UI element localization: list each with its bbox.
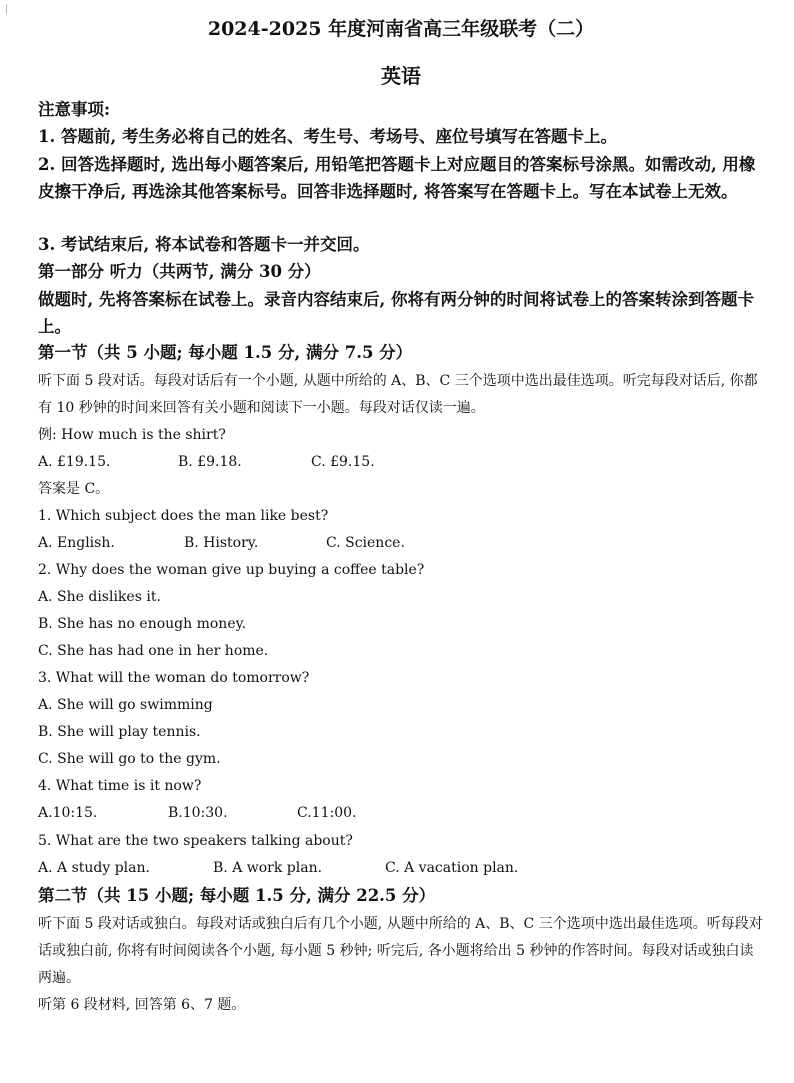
section2-material: 听第 6 段材料, 回答第 6、7 题。 bbox=[38, 997, 246, 1013]
question-3-option-b: B. She will play tennis. bbox=[38, 724, 201, 740]
notice-item-3: 3. 考试结束后, 将本试卷和答题卡一并交回。 bbox=[38, 235, 370, 254]
option-c: C. £9.15. bbox=[311, 454, 375, 470]
question-2: 2. Why does the woman give up buying a coffee table? bbox=[38, 562, 425, 578]
part1-instruction: 做题时, 先将答案标在试卷上。录音内容结束后, 你将有两分钟的时间将试卷上的答案转涂到答题卡上。 bbox=[38, 290, 754, 336]
section2-heading: 第二节（共 15 小题; 每小题 1.5 分, 满分 22.5 分） bbox=[38, 886, 436, 905]
option-c: C.11:00. bbox=[297, 805, 357, 821]
question-5-options bbox=[38, 855, 764, 882]
part1-heading: 第一部分 听力（共两节, 满分 30 分） bbox=[38, 262, 321, 281]
option-a: A. English. bbox=[38, 535, 115, 551]
example-options bbox=[38, 449, 764, 476]
page-corner-mark bbox=[6, 4, 7, 14]
exam-subject: 英语 bbox=[381, 64, 421, 88]
option-c: C. Science. bbox=[326, 535, 405, 551]
option-a: A. £19.15. bbox=[38, 454, 111, 470]
option-b: B. A work plan. bbox=[213, 860, 323, 876]
section1-instruction: 听下面 5 段对话。每段对话后有一个小题, 从题中所给的 A、B、C 三个选项中选出最佳选项。听完每段对话后, 你都有 10 秒钟的时间来回答有关小题和阅读下一小题。每段对话仅读一遍。 bbox=[38, 373, 758, 416]
option-a: A. A study plan. bbox=[38, 860, 150, 876]
notice-item-2: 2. 回答选择题时, 选出每小题答案后, 用铅笔把答题卡上对应题目的答案标号涂黑。如需改动, 用橡皮擦干净后, 再选涂其他答案标号。回答非选择题时, 将答案写在答题卡上。写在本试卷上无效。 bbox=[38, 155, 756, 201]
option-a: A.10:15. bbox=[38, 805, 98, 821]
question-2-option-a: A. She dislikes it. bbox=[38, 589, 161, 605]
option-c: C. A vacation plan. bbox=[385, 860, 519, 876]
notice-item-1: 1. 答题前, 考生务必将自己的姓名、考生号、考场号、座位号填写在答题卡上。 bbox=[38, 127, 617, 146]
section2-instruction: 听下面 5 段对话或独白。每段对话或独白后有几个小题, 从题中所给的 A、B、C 三个选项中选出最佳选项。听每段对话或独白前, 你将有时间阅读各个小题, 每小题 5 秒钟; 听完后, 各小题将给出 5 秒钟的作答时间。每段对话或独白读两遍。 bbox=[38, 916, 763, 986]
question-5: 5. What are the two speakers talking about? bbox=[38, 833, 353, 849]
question-2-option-b: B. She has no enough money. bbox=[38, 616, 247, 632]
option-b: B.10:30. bbox=[168, 805, 228, 821]
question-3-option-a: A. She will go swimming bbox=[38, 697, 213, 713]
notice-heading: 注意事项: bbox=[38, 100, 111, 119]
option-b: B. £9.18. bbox=[178, 454, 242, 470]
question-2-option-c: C. She has had one in her home. bbox=[38, 643, 269, 659]
exam-title: 2024-2025 年度河南省高三年级联考（二） bbox=[207, 18, 595, 40]
question-1-options bbox=[38, 530, 764, 557]
question-1: 1. Which subject does the man like best? bbox=[38, 508, 329, 524]
example-question: 例: How much is the shirt? bbox=[38, 427, 226, 443]
section1-heading: 第一节（共 5 小题; 每小题 1.5 分, 满分 7.5 分） bbox=[38, 343, 413, 362]
question-4-options bbox=[38, 800, 764, 827]
option-b: B. History. bbox=[184, 535, 259, 551]
question-4: 4. What time is it now? bbox=[38, 778, 202, 794]
question-3-option-c: C. She will go to the gym. bbox=[38, 751, 221, 767]
question-3: 3. What will the woman do tomorrow? bbox=[38, 670, 310, 686]
example-answer: 答案是 C。 bbox=[38, 481, 110, 497]
